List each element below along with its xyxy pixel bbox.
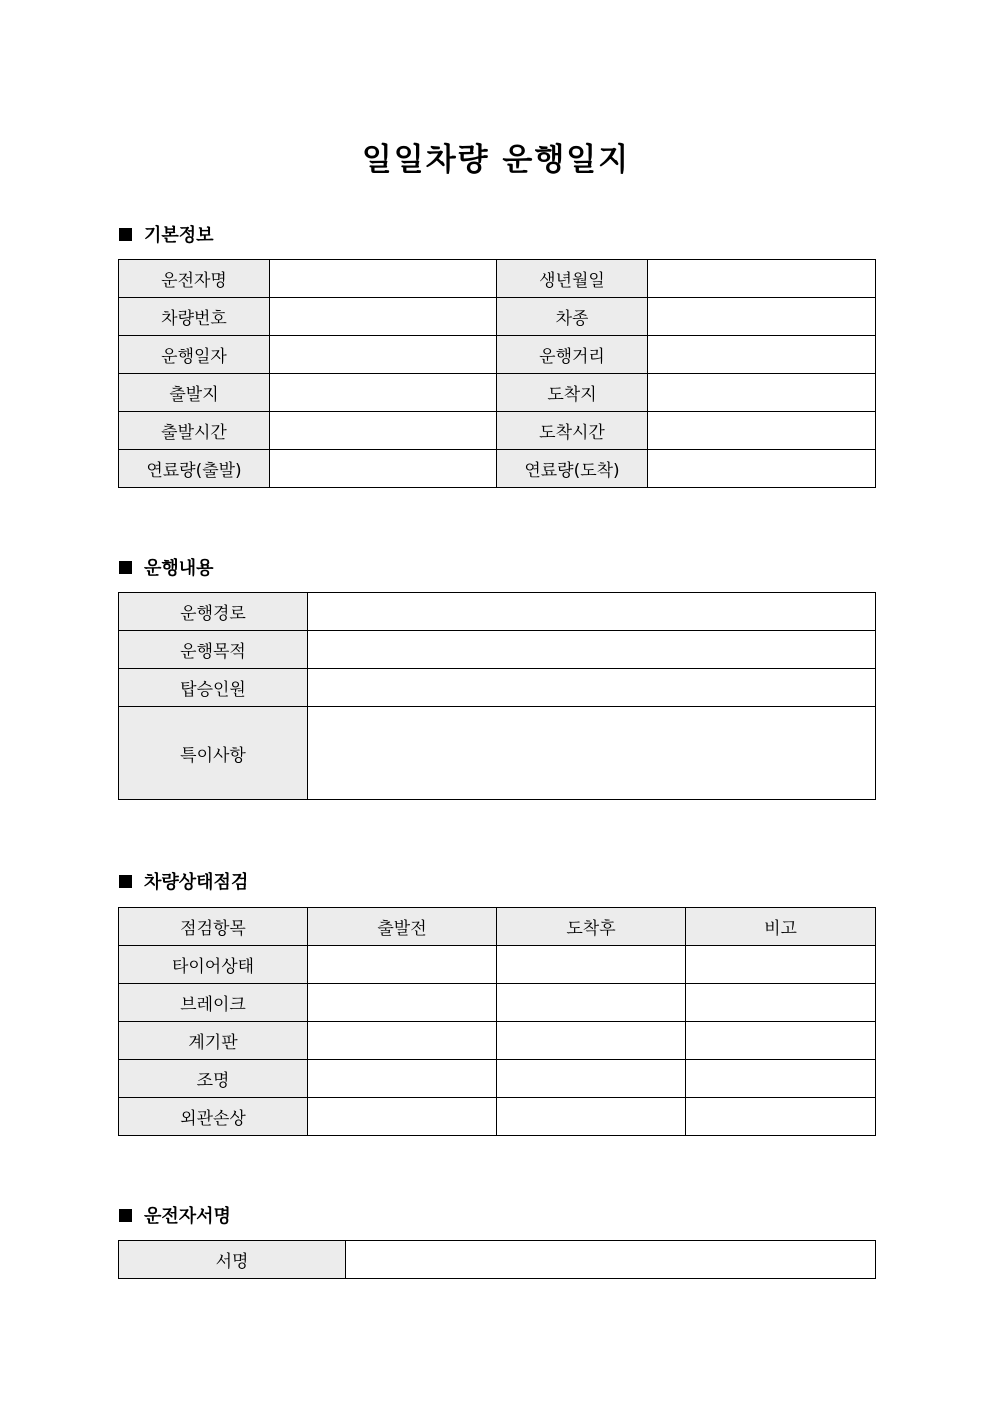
before-cell[interactable] [308, 1098, 497, 1136]
arrival-time-field[interactable] [648, 412, 876, 450]
field-label: 운행경로 [119, 593, 308, 631]
square-bullet-icon [119, 875, 132, 888]
column-header: 출발전 [308, 908, 497, 946]
table-row [119, 374, 876, 412]
field-label: 서명 [119, 1241, 346, 1279]
table-row [119, 1060, 876, 1098]
field-label: 연료량(도착) [497, 450, 648, 488]
signature-table [118, 1240, 876, 1279]
table-row [119, 593, 876, 631]
note-cell[interactable] [686, 1098, 876, 1136]
field-label: 운전자명 [119, 260, 270, 298]
passengers-field[interactable] [308, 669, 876, 707]
section-heading-label: 운행내용 [144, 558, 214, 579]
note-cell[interactable] [686, 1022, 876, 1060]
note-cell[interactable] [686, 1060, 876, 1098]
field-label: 차량번호 [119, 298, 270, 336]
distance-field[interactable] [648, 336, 876, 374]
field-label: 운행거리 [497, 336, 648, 374]
before-cell[interactable] [308, 984, 497, 1022]
field-label: 도착시간 [497, 412, 648, 450]
inspection-table [118, 907, 876, 1136]
table-row [119, 669, 876, 707]
after-cell[interactable] [497, 984, 686, 1022]
operation-date-field[interactable] [270, 336, 497, 374]
table-row [119, 260, 876, 298]
remarks-field[interactable] [308, 707, 876, 800]
section-heading-label: 기본정보 [144, 225, 214, 246]
before-cell[interactable] [308, 1060, 497, 1098]
before-cell[interactable] [308, 946, 497, 984]
inspection-item-label: 조명 [119, 1060, 308, 1098]
column-header: 도착후 [497, 908, 686, 946]
section-heading-basic [119, 223, 214, 245]
square-bullet-icon [119, 228, 132, 241]
table-row [119, 707, 876, 800]
after-cell[interactable] [497, 946, 686, 984]
table-row [119, 1022, 876, 1060]
table-row [119, 1098, 876, 1136]
purpose-field[interactable] [308, 631, 876, 669]
field-label: 출발시간 [119, 412, 270, 450]
section-heading-signature [119, 1204, 231, 1226]
route-field[interactable] [308, 593, 876, 631]
column-header: 점검항목 [119, 908, 308, 946]
table-row [119, 412, 876, 450]
field-label: 출발지 [119, 374, 270, 412]
field-label: 운행목적 [119, 631, 308, 669]
basic-info-table [118, 259, 876, 488]
section-heading-label: 운전자서명 [144, 1206, 231, 1227]
fuel-arrival-field[interactable] [648, 450, 876, 488]
field-label: 생년월일 [497, 260, 648, 298]
field-label: 운행일자 [119, 336, 270, 374]
table-row [119, 298, 876, 336]
operation-table [118, 592, 876, 800]
birthdate-field[interactable] [648, 260, 876, 298]
vehicle-number-field[interactable] [270, 298, 497, 336]
table-row [119, 1241, 876, 1279]
inspection-item-label: 타이어상태 [119, 946, 308, 984]
field-label: 연료량(출발) [119, 450, 270, 488]
field-label: 특이사항 [119, 707, 308, 800]
column-header: 비고 [686, 908, 876, 946]
signature-field[interactable] [346, 1241, 876, 1279]
page-title: 일일차량 운행일지 [361, 142, 631, 178]
note-cell[interactable] [686, 946, 876, 984]
table-row [119, 336, 876, 374]
field-label: 탑승인원 [119, 669, 308, 707]
table-row [119, 984, 876, 1022]
departure-time-field[interactable] [270, 412, 497, 450]
section-heading-label: 차량상태점검 [144, 872, 249, 893]
inspection-item-label: 브레이크 [119, 984, 308, 1022]
driver-name-field[interactable] [270, 260, 497, 298]
section-heading-inspection [119, 870, 248, 892]
after-cell[interactable] [497, 1098, 686, 1136]
fuel-departure-field[interactable] [270, 450, 497, 488]
field-label: 도착지 [497, 374, 648, 412]
after-cell[interactable] [497, 1060, 686, 1098]
table-row [119, 631, 876, 669]
before-cell[interactable] [308, 1022, 497, 1060]
after-cell[interactable] [497, 1022, 686, 1060]
note-cell[interactable] [686, 984, 876, 1022]
square-bullet-icon [119, 1209, 132, 1222]
square-bullet-icon [119, 561, 132, 574]
field-label: 차종 [497, 298, 648, 336]
table-header-row [119, 908, 876, 946]
table-row [119, 450, 876, 488]
section-heading-operation [119, 556, 214, 578]
vehicle-type-field[interactable] [648, 298, 876, 336]
arrival-place-field[interactable] [648, 374, 876, 412]
inspection-item-label: 외관손상 [119, 1098, 308, 1136]
table-row [119, 946, 876, 984]
inspection-item-label: 계기판 [119, 1022, 308, 1060]
departure-place-field[interactable] [270, 374, 497, 412]
